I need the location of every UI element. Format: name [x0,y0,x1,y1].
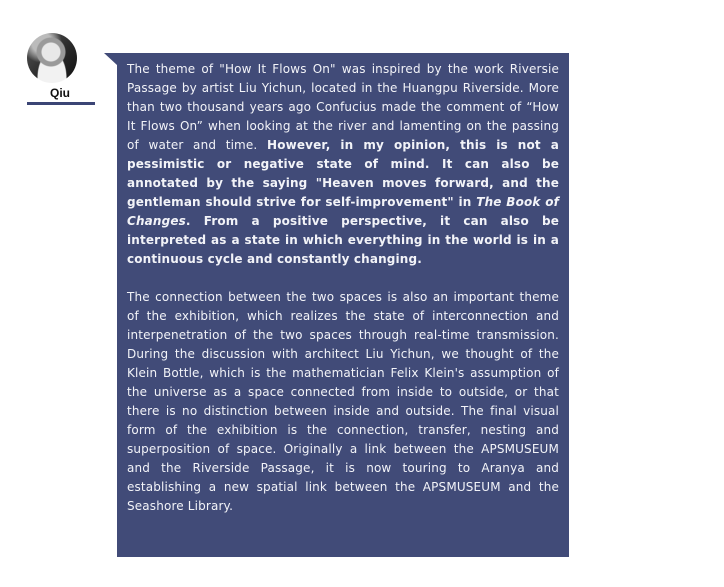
message-paragraph-2: The connection between the two spaces is also an important theme of the exhibition, which realizes the state of interconnection and interpenetration of the two spaces through real-time transmission. During the discussion with architect Liu Yichun, we thought of the Klein Bottle, which is the mathematician Felix Klein's assumption of the universe as a space connected from inside to outside, or that there is no distinction between inside and outside. The final visual form of the exhibition is the connection, transfer, nesting and superposition of space. Originally a link between the APSMUSEUM and the Riverside Passage, it is now touring to Aranya and establishing a new spatial link between the APSMUSEUM and the Seashore Library. [127,290,559,513]
message-bubble-tail [104,53,117,65]
paragraph-1-emphasis-end: . From a positive perspective, it can also be interpreted as a state in which everything in the world is in a continuous cycle and constantly changing. [127,214,559,266]
paragraph-1-emphasis: However, in my opinion, this is not a pessimistic or negative state of mind. It can also be annotated by the saying "Heaven moves forward, and the gentleman should strive for self-improvement" in [127,138,559,209]
user-name-underline [27,102,95,105]
avatar[interactable] [27,33,77,83]
message-paragraph-1 [127,60,559,269]
message-bubble [117,53,569,557]
paragraph-1-text: The theme of "How It Flows On" was inspired by the work Riversie Passage by artist Liu Yichun, located in the Huangpu Riverside. More than two thousand years ago Confucius made the comment of “How It Flows On” when looking at the river and lamenting on the passing of water and time. [127,62,559,152]
book-title: The Book of Changes [127,195,559,228]
user-name[interactable]: Qiu [50,86,70,100]
